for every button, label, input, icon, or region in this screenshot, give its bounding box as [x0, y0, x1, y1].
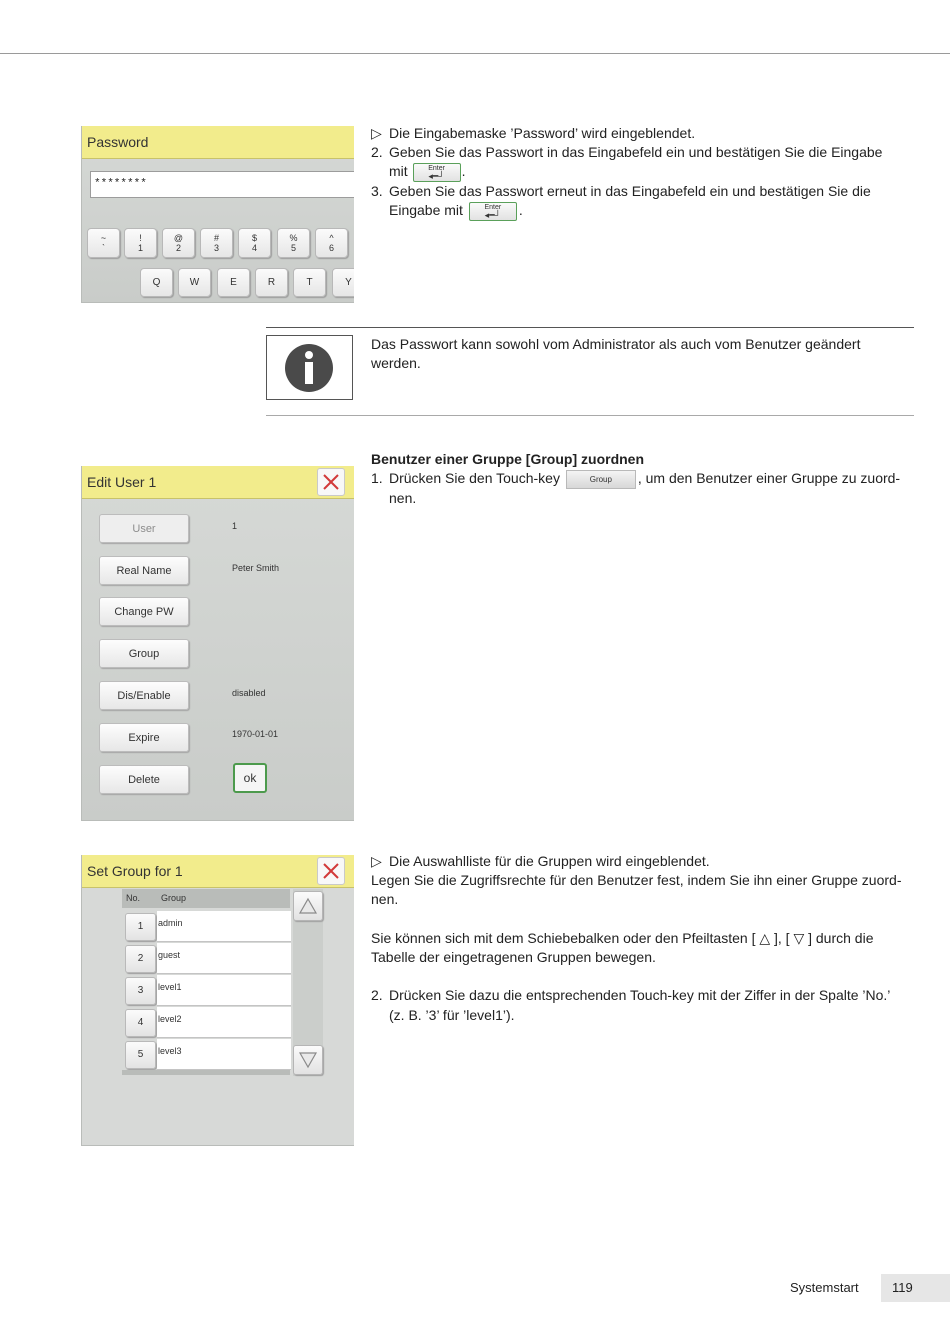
table-bottom-edge — [122, 1070, 290, 1075]
key-y[interactable]: Y — [332, 268, 354, 297]
table-row — [122, 911, 290, 942]
set-group-title: Set Group for 1 — [87, 863, 183, 879]
real-name-button[interactable]: Real Name — [99, 556, 189, 585]
triangle-down-icon — [298, 1050, 318, 1070]
dis-enable-value: disabled — [232, 688, 266, 698]
key-e[interactable]: E — [217, 268, 250, 297]
scroll-up-button[interactable] — [293, 891, 323, 921]
header-rule — [0, 53, 950, 54]
row-group-name: level3 — [157, 1039, 291, 1070]
row-number-button[interactable]: 2 — [125, 945, 156, 973]
triangle-up-icon — [298, 896, 318, 916]
step-2: 2. Geben Sie das Passwort in das Eingabefeld ein und bestätigen Sie die Eingabe — [371, 144, 883, 161]
user-value: 1 — [232, 521, 238, 531]
info-icon — [284, 343, 334, 393]
row-group-name: level2 — [157, 1007, 291, 1038]
section3-text: ▷ Die Auswahlliste für die Gruppen wird eingeblendet. Legen Sie die Zugriffsrechte für den Benutzer fest, indem Sie ihn einer Gruppe zuord- nen. Sie können sich mit dem Schiebebalken oder den Pfeiltasten [ △ ], [ ▽ ] durch die Tabelle der eingetragenen Gruppen bewegen. 2. Drücken Sie dazu die entsprechenden Touch-key mit der Ziffer in der Spalte ’No.’ (z. B. ’3’ für ’level1’). — [371, 852, 916, 1025]
row-number-button[interactable]: 5 — [125, 1041, 156, 1069]
row-group-name: level1 — [157, 975, 291, 1006]
section3-step-2: 2. Drücken Sie dazu die entsprechenden Touch-key mit der Ziffer in der Spalte ’No.’ — [371, 987, 891, 1004]
key-tilde[interactable]: ~ ` — [87, 228, 120, 258]
key-1[interactable]: ! 1 — [124, 228, 157, 258]
row-number-button[interactable]: 1 — [125, 913, 156, 941]
close-button[interactable] — [317, 857, 345, 885]
edit-user-title-bar — [82, 466, 354, 499]
key-2[interactable]: @ 2 — [162, 228, 195, 258]
password-value: ******** — [94, 178, 147, 190]
step-result-1: ▷ Die Eingabemaske ’Password’ wird eingeblendet. — [371, 124, 916, 143]
note-text: Das Passwort kann sowohl vom Administrator als auch vom Benutzer geändert werden. — [371, 336, 861, 372]
step-3-cont: Eingabe mit Enter ◂━┘ . — [389, 202, 523, 221]
close-button[interactable] — [317, 468, 345, 496]
set-group-screenshot — [81, 855, 354, 1146]
enter-key-image-2: Enter ◂━┘ — [469, 202, 517, 221]
close-icon — [322, 862, 340, 880]
row-number-button[interactable]: 3 — [125, 977, 156, 1005]
table-row — [122, 975, 290, 1006]
section2-heading: Benutzer einer Gruppe [Group] zuordnen — [371, 451, 645, 467]
step-2-cont: mit Enter ◂━┘ . — [389, 163, 466, 182]
key-3[interactable]: # 3 — [200, 228, 233, 258]
key-t[interactable]: T — [293, 268, 326, 297]
table-row — [122, 1039, 290, 1070]
scroll-down-button[interactable] — [293, 1045, 323, 1075]
user-button: User — [99, 514, 189, 543]
result-marker: ▷ — [371, 125, 382, 141]
delete-button[interactable]: Delete — [99, 765, 189, 794]
expire-value: 1970-01-01 — [232, 729, 279, 739]
col-group: Group — [161, 893, 187, 903]
key-4[interactable]: $ 4 — [238, 228, 271, 258]
close-icon — [322, 473, 340, 491]
section2-step-1: 1. Drücken Sie den Touch-key Group , um den Benutzer einer Gruppe zu zuord- — [371, 469, 916, 489]
page-number: 119 — [881, 1274, 950, 1302]
dis-enable-button[interactable]: Dis/Enable — [99, 681, 189, 710]
password-title-bar — [82, 126, 354, 159]
note-top-rule — [266, 327, 914, 328]
section2-step-1-cont: nen. — [389, 490, 417, 506]
group-table-header — [122, 889, 290, 908]
edit-user-screenshot — [81, 466, 354, 821]
key-5[interactable]: % 5 — [277, 228, 310, 258]
section1-text — [371, 124, 916, 221]
step-3: 3. Geben Sie das Passwort erneut in das Eingabefeld ein und bestätigen Sie die — [371, 183, 871, 200]
ok-button[interactable]: ok — [233, 763, 267, 793]
key-q[interactable]: Q — [140, 268, 173, 297]
col-no: No. — [126, 893, 141, 903]
edit-user-title: Edit User 1 — [87, 474, 157, 490]
expire-button[interactable]: Expire — [99, 723, 189, 752]
key-6[interactable]: ^ 6 — [315, 228, 348, 258]
password-screenshot — [81, 126, 354, 303]
row-group-name: admin — [157, 911, 291, 942]
password-title: Password — [87, 134, 149, 150]
note-bottom-rule — [266, 415, 914, 416]
real-name-value: Peter Smith — [232, 563, 280, 573]
password-input[interactable] — [90, 171, 354, 198]
key-r[interactable]: R — [255, 268, 288, 297]
key-w[interactable]: W — [178, 268, 211, 297]
section2-text — [371, 450, 916, 508]
step-result-2: ▷ Die Auswahlliste für die Gruppen wird eingeblendet. — [371, 853, 710, 869]
group-button[interactable]: Group — [99, 639, 189, 668]
set-group-title-bar — [82, 855, 354, 888]
change-pw-button[interactable]: Change PW — [99, 597, 189, 626]
table-row — [122, 943, 290, 974]
row-number-button[interactable]: 4 — [125, 1009, 156, 1037]
info-box — [266, 335, 353, 400]
footer-section: Systemstart — [790, 1280, 859, 1295]
group-key-image: Group — [566, 470, 636, 489]
table-row — [122, 1007, 290, 1038]
enter-key-image: Enter ◂━┘ — [413, 163, 461, 182]
row-group-name: guest — [157, 943, 291, 974]
